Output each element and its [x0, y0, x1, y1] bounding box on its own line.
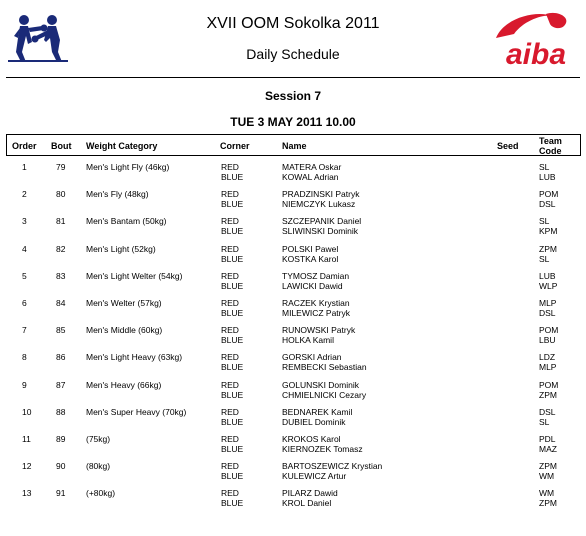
blue-corner-cell: BLUE: [221, 416, 244, 427]
table-row: [0, 461, 586, 485]
blue-boxer-name: HOLKA Kamil: [282, 335, 334, 346]
blue-corner-cell: BLUE: [221, 308, 244, 318]
red-team-code: LUB: [539, 270, 556, 281]
red-boxer-name: BEDNAREK Kamil: [282, 406, 353, 417]
red-corner-cell: RED: [221, 434, 239, 444]
bout-cell: 91: [56, 488, 66, 499]
blue-team-code: DSL: [539, 308, 556, 318]
blue-corner-cell: BLUE: [221, 389, 244, 400]
table-row: [0, 271, 586, 295]
aiba-logo-text: aiba: [506, 38, 567, 70]
bout-cell: 79: [56, 162, 66, 172]
bout-cell: 90: [56, 461, 66, 472]
red-team-code: SL: [539, 216, 550, 227]
blue-team-code: LBU: [539, 335, 556, 346]
blue-corner-cell: BLUE: [221, 471, 244, 482]
weight-category-cell: Men's Light Welter (54kg): [86, 270, 183, 281]
red-team-code: LDZ: [539, 352, 556, 363]
blue-team-code: ZPM: [539, 498, 557, 509]
weight-category-cell: Men's Light Fly (46kg): [86, 162, 170, 172]
table-row: [0, 298, 586, 322]
blue-boxer-name: NIEMCZYK Lukasz: [282, 199, 356, 210]
red-boxer-name: RUNOWSKI Patryk: [282, 325, 356, 336]
blue-team-code: SL: [539, 253, 550, 264]
red-boxer-name: GOLUNSKI Dominik: [282, 379, 359, 390]
bout-cell: 85: [56, 325, 66, 336]
weight-category-cell: Men's Super Heavy (70kg): [86, 406, 187, 417]
bout-cell: 87: [56, 379, 66, 390]
red-corner-cell: RED: [221, 325, 239, 336]
order-cell: 8: [22, 352, 27, 363]
weight-category-cell: Men's Middle (60kg): [86, 325, 163, 336]
order-cell: 2: [22, 189, 27, 200]
order-cell: 12: [22, 461, 32, 472]
bout-cell: 84: [56, 298, 66, 308]
red-corner-cell: RED: [221, 216, 239, 227]
blue-boxer-name: CHMIELNICKI Cezary: [282, 389, 367, 400]
red-team-code: ZPM: [539, 461, 557, 472]
table-row: [0, 407, 586, 431]
bout-cell: 82: [56, 243, 66, 254]
blue-team-code: MLP: [539, 362, 557, 373]
red-team-code: DSL: [539, 406, 556, 417]
table-row: [0, 434, 586, 458]
order-cell: 9: [22, 379, 27, 390]
weight-category-cell: Men's Bantam (50kg): [86, 216, 167, 227]
page-title: XVII OOM Sokolka 2011: [206, 15, 380, 32]
blue-team-code: KPM: [539, 226, 558, 237]
order-cell: 11: [22, 434, 31, 444]
red-corner-cell: RED: [221, 461, 239, 472]
weight-category-cell: Men's Light (52kg): [86, 243, 156, 254]
order-cell: 10: [22, 406, 32, 417]
session-date: TUE 3 MAY 2011 10.00: [230, 115, 356, 129]
blue-corner-cell: BLUE: [221, 172, 244, 182]
weight-category-cell: Men's Welter (57kg): [86, 298, 162, 308]
session-label: Session 7: [264, 89, 322, 103]
blue-boxer-name: SLIWINSKI Dominik: [282, 226, 359, 237]
bout-cell: 83: [56, 270, 66, 281]
table-row: [0, 488, 586, 512]
table-row: [0, 352, 586, 376]
weight-category-cell: Men's Light Heavy (63kg): [86, 352, 183, 363]
blue-corner-cell: BLUE: [221, 335, 244, 346]
red-corner-cell: RED: [221, 406, 239, 417]
bout-cell: 81: [56, 216, 66, 227]
red-team-code: SL: [539, 162, 550, 172]
blue-boxer-name: KULEWICZ Artur: [282, 471, 347, 482]
weight-category-cell: (+80kg): [86, 488, 116, 499]
red-boxer-name: BARTOSZEWICZ Krystian: [282, 461, 383, 472]
order-cell: 4: [22, 243, 27, 254]
red-team-code: ZPM: [539, 243, 557, 254]
col-bout: Bout: [51, 141, 72, 151]
col-weight-category: Weight Category: [86, 141, 158, 151]
red-boxer-name: SZCZEPANIK Daniel: [282, 216, 362, 227]
table-row: [0, 189, 586, 213]
table-row: [0, 325, 586, 349]
blue-boxer-name: KOWAL Adrian: [282, 172, 339, 182]
red-boxer-name: PRADZINSKI Patryk: [282, 189, 360, 200]
bout-cell: 89: [56, 434, 66, 444]
col-team-code-line1: Team: [539, 136, 562, 146]
blue-team-code: WLP: [539, 280, 558, 291]
blue-corner-cell: BLUE: [221, 362, 244, 373]
red-corner-cell: RED: [221, 189, 239, 200]
red-boxer-name: MATERA Oskar: [282, 162, 342, 172]
red-boxer-name: PILARZ Dawid: [282, 488, 338, 499]
col-name: Name: [282, 141, 307, 151]
table-row: [0, 162, 586, 186]
red-corner-cell: RED: [221, 162, 239, 172]
red-boxer-name: GORSKI Adrian: [282, 352, 342, 363]
blue-team-code: ZPM: [539, 389, 557, 400]
weight-category-cell: Men's Heavy (66kg): [86, 379, 162, 390]
weight-category-cell: (80kg): [86, 461, 111, 472]
weight-category-cell: Men's Fly (48kg): [86, 189, 149, 200]
bout-cell: 88: [56, 406, 66, 417]
blue-boxer-name: LAWICKI Dawid: [282, 280, 343, 291]
blue-team-code: MAZ: [539, 444, 557, 454]
order-cell: 3: [22, 216, 27, 227]
red-boxer-name: KROKOS Karol: [282, 434, 341, 444]
order-cell: 7: [22, 325, 27, 336]
red-boxer-name: POLSKI Pawel: [282, 243, 339, 254]
table-row: [0, 244, 586, 268]
blue-boxer-name: KROL Daniel: [282, 498, 332, 509]
blue-boxer-name: KOSTKA Karol: [282, 253, 339, 264]
red-team-code: POM: [539, 379, 559, 390]
red-team-code: POM: [539, 189, 559, 200]
blue-boxer-name: REMBECKI Sebastian: [282, 362, 367, 373]
blue-boxer-name: MILEWICZ Patryk: [282, 308, 351, 318]
order-cell: 13: [22, 488, 32, 499]
col-team-code-line2: Code: [539, 146, 562, 156]
col-order: Order: [12, 141, 37, 151]
blue-boxer-name: DUBIEL Dominik: [282, 416, 346, 427]
bout-cell: 86: [56, 352, 66, 363]
table-row: [0, 216, 586, 240]
red-boxer-name: RACZEK Krystian: [282, 298, 350, 308]
order-cell: 1: [22, 162, 27, 172]
col-corner: Corner: [220, 141, 250, 151]
blue-team-code: SL: [539, 416, 550, 427]
red-corner-cell: RED: [221, 488, 239, 499]
red-corner-cell: RED: [221, 352, 239, 363]
blue-boxer-name: KIERNOZEK Tomasz: [282, 444, 363, 454]
blue-corner-cell: BLUE: [221, 199, 244, 210]
red-corner-cell: RED: [221, 379, 239, 390]
blue-team-code: LUB: [539, 172, 556, 182]
blue-team-code: DSL: [539, 199, 556, 210]
blue-team-code: WM: [539, 471, 555, 482]
table-row: [0, 380, 586, 404]
order-cell: 6: [22, 298, 27, 308]
weight-category-cell: (75kg): [86, 434, 111, 444]
red-team-code: POM: [539, 325, 559, 336]
red-team-code: MLP: [539, 298, 557, 308]
page-subtitle: Daily Schedule: [246, 46, 340, 62]
blue-corner-cell: BLUE: [221, 498, 244, 509]
col-seed: Seed: [497, 141, 519, 151]
blue-corner-cell: BLUE: [221, 444, 244, 454]
blue-corner-cell: BLUE: [221, 226, 244, 237]
bout-cell: 80: [56, 189, 66, 200]
header-divider: [6, 77, 580, 78]
red-team-code: PDL: [539, 434, 556, 444]
order-cell: 5: [22, 270, 27, 281]
blue-corner-cell: BLUE: [221, 280, 244, 291]
red-corner-cell: RED: [221, 298, 239, 308]
blue-corner-cell: BLUE: [221, 253, 244, 264]
red-team-code: WM: [539, 488, 555, 499]
red-corner-cell: RED: [221, 270, 239, 281]
aiba-logo: [486, 8, 580, 70]
red-corner-cell: RED: [221, 243, 239, 254]
red-boxer-name: TYMOSZ Damian: [282, 270, 350, 281]
